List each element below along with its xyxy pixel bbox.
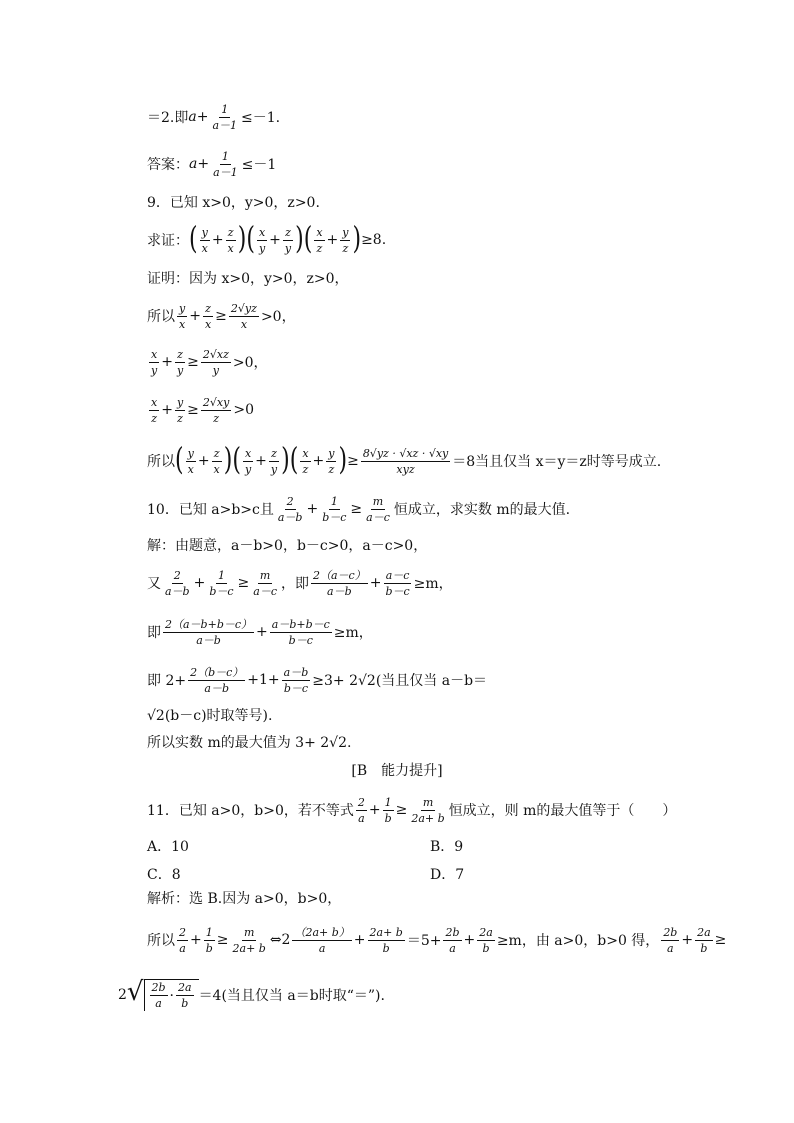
numerator: x: [151, 347, 158, 361]
paren: ): [338, 442, 348, 478]
numerator: y: [342, 225, 349, 239]
denominator: a: [179, 941, 186, 955]
numerator: 8√yz · √xz · √xy: [362, 446, 449, 460]
numerator: z: [213, 446, 220, 460]
denominator: b－c: [385, 584, 410, 598]
numerator: a－b+b－c: [271, 617, 330, 631]
fraction: [269, 448, 279, 475]
denominator: a－1: [213, 165, 238, 179]
denominator: y: [151, 363, 158, 377]
text: ≥3+ 2√2(当且仅当 a－b＝: [312, 673, 488, 689]
fraction: [251, 570, 279, 597]
denominator: b: [382, 941, 390, 955]
fraction: [243, 448, 253, 475]
fraction: [175, 349, 185, 376]
fraction: [207, 570, 235, 597]
option-label: A．10: [147, 839, 189, 855]
text: ≥m，由 a>0，b>0 得，: [496, 933, 660, 949]
text: ＝2.即: [147, 110, 189, 126]
denominator: 2a+ b: [411, 811, 445, 825]
text: 求证：: [147, 233, 189, 249]
text: 所以: [147, 309, 175, 325]
denominator: b: [384, 811, 392, 825]
denominator: a: [358, 811, 365, 825]
denominator: a－b: [327, 584, 352, 598]
option-c: [147, 864, 181, 884]
denominator: x: [179, 317, 186, 331]
numerator: z: [177, 347, 183, 361]
denominator: a－b: [196, 633, 221, 647]
denominator: y: [258, 241, 266, 255]
fraction: [163, 619, 254, 646]
denominator: x: [187, 462, 194, 476]
paren: ): [352, 221, 362, 257]
denominator: x: [227, 241, 234, 255]
fraction: [300, 448, 310, 475]
numerator: x: [302, 446, 309, 460]
text: ≥m，: [333, 625, 373, 641]
numerator: 1: [221, 149, 229, 163]
text: 10．已知 a>b>c且: [147, 502, 274, 518]
denominator: z: [328, 462, 335, 476]
solution-intro: [147, 530, 427, 560]
fraction: [163, 570, 192, 597]
denominator: z: [342, 241, 349, 255]
paren: ): [237, 221, 247, 257]
solution-conclusion: [147, 727, 351, 757]
text: ≤－1: [241, 157, 277, 173]
denominator: b－c: [322, 510, 347, 524]
proof-conclusion: 所以 ( $\frac{y}{x}$ + $\frac{z}{x}$ ) ( $\frac{x}{y}$ + $\frac{z}{y}$ ) ( $\frac{x}{z}$ + $\frac{y}{z}$ ) ≥ $\frac{8√yz \cdot √xz \cdot √xy}{\text{xyz}}$ ＝8当且仅当 x＝y＝z时等号成立.: [147, 442, 662, 478]
numerator: 2（a－b+b－c）: [165, 617, 253, 631]
fraction: [210, 104, 239, 131]
text: ＝5+: [406, 933, 442, 949]
numerator: x: [258, 225, 266, 239]
numerator: 2√xz: [202, 347, 229, 361]
fraction: [383, 797, 394, 824]
text: >0，: [260, 309, 296, 325]
section-heading: [0, 760, 794, 780]
paren: (: [175, 442, 184, 478]
sqrt-expression: [127, 979, 199, 1011]
fraction: [409, 797, 446, 824]
denominator: a－1: [212, 118, 237, 132]
fraction: [356, 797, 367, 824]
numerator: y: [328, 446, 335, 460]
problem-9-claim: 求证： ( $\frac{y}{x}$ + $\frac{z}{x}$ ) ( $\frac{x}{y}$ + $\frac{z}{y}$ ) ( $\frac{x}{z}$ + $\frac{y}{z}$ ) ≥8.: [147, 221, 387, 257]
solution-line-2: 即 $\frac{2(a-b+b-c)}{a-b}$ + $\frac{a-b+b-c}{b-c}$ ≥m，: [147, 617, 373, 647]
line-answer: [147, 149, 276, 179]
numerator: 2b: [151, 981, 166, 994]
numerator: 2（b－c）: [190, 665, 244, 679]
numerator: 1: [217, 568, 225, 582]
radical-sign: √: [126, 977, 144, 1007]
fraction: [326, 448, 336, 475]
denominator: x: [204, 317, 212, 331]
denominator: z: [213, 411, 220, 425]
paren: (: [303, 221, 313, 257]
fraction: [276, 496, 305, 523]
denominator: z: [177, 411, 183, 425]
numerator: 1: [330, 494, 338, 508]
fraction: [149, 349, 159, 376]
problem-10-statement: 10．已知 a>b>c且 $\frac{2}{a-b}$ + $\frac{1}{b-c}$ ≥ $\frac{m}{a-c}$ 恒成立，求实数 m的最大值.: [147, 494, 571, 524]
fraction: [150, 982, 168, 1009]
solution-line-1: 又 $\frac{2}{a-b}$ + $\frac{1}{b-c}$ ≥ $\frac{m}{a-c}$ ，即 $\frac{2(a-c)}{a-b}$ + $\frac{a-c}{b-c}$ ≥m，: [147, 568, 453, 598]
denominator: b: [205, 941, 213, 955]
denominator: b－c: [283, 681, 309, 695]
numerator: y: [201, 225, 208, 239]
option-d: [430, 864, 464, 884]
solution-line-3: [147, 665, 487, 695]
text: 即 2+: [147, 673, 187, 689]
fraction: [229, 303, 259, 330]
fraction: [477, 927, 495, 954]
text: ，即: [281, 576, 309, 592]
numerator: m: [259, 568, 271, 582]
numerator: 2a: [479, 925, 493, 939]
denominator: a: [318, 941, 326, 955]
numerator: x: [244, 446, 252, 460]
fraction: [188, 667, 245, 694]
numerator: 2√yz: [230, 301, 257, 315]
denominator: a: [667, 941, 674, 955]
denominator: z: [302, 462, 309, 476]
fraction: [212, 448, 222, 475]
denominator: z: [151, 411, 157, 425]
text: 证明：因为 x>0，y>0，z>0，: [147, 271, 349, 287]
numerator: 2a+ b: [369, 925, 403, 939]
denominator: b: [700, 941, 708, 955]
paren: (: [246, 221, 255, 257]
paren: ): [223, 442, 233, 478]
proof-line-3: $\frac{x}{z}$ + $\frac{y}{z}$ ≥ $\frac{2√xy}{z}$ >0: [151, 395, 254, 425]
numerator: 2: [179, 925, 186, 939]
numerator: z: [205, 301, 211, 315]
text: 所以: [147, 933, 175, 949]
denominator: a－c: [366, 510, 390, 524]
numerator: 2b: [445, 925, 460, 939]
text: >0: [233, 402, 254, 418]
proof-line-1: 所以 $\frac{y}{x}$ + $\frac{z}{x}$ ≥ $\frac{2√yz}{x}$ >0，: [147, 301, 296, 331]
numerator: z: [271, 446, 277, 460]
numerator: a－c: [385, 568, 410, 582]
paren: ): [295, 221, 304, 257]
text: ＝4(当且仅当 a＝b时取“＝”).: [198, 988, 385, 1004]
denominator: x: [201, 241, 208, 255]
denominator: y: [270, 462, 278, 476]
text: ≤－1.: [241, 110, 281, 126]
radicand: $\frac{2b}{a}$ · $\frac{2a}{b}$: [144, 979, 199, 1011]
text: +1+: [247, 672, 280, 688]
fraction: [149, 397, 159, 424]
text: 所以实数 m的最大值为 3+ 2√2.: [147, 735, 352, 751]
option-label: B．9: [430, 839, 464, 855]
numerator: 2: [173, 568, 181, 582]
denominator: xyz: [396, 462, 415, 476]
fraction: [311, 570, 368, 597]
fraction: [201, 397, 231, 424]
problem-11-statement: 11．已知 a>0，b>0，若不等式 $\frac{2}{a}$ + $\frac{1}{b}$ ≥ $\frac{m}{2a+ b}$ 恒成立，则 m的最大值等于（ ）: [147, 795, 677, 825]
text: ≥: [714, 932, 727, 948]
fraction: [203, 303, 213, 330]
numerator: 2b: [663, 925, 678, 939]
proof-intro: [147, 263, 349, 293]
text: a+: [188, 109, 209, 125]
text: 2: [118, 987, 127, 1003]
numerator: y: [179, 301, 186, 315]
numerator: x: [151, 395, 158, 409]
option-a: [147, 836, 189, 856]
text: ＝8当且仅当 x＝y＝z时等号成立.: [452, 454, 662, 470]
fraction: [270, 619, 332, 646]
denominator: y: [176, 363, 184, 377]
denominator: b－c: [209, 584, 234, 598]
numerator: m: [372, 494, 384, 508]
fraction: [201, 349, 231, 376]
numerator: 2: [357, 795, 365, 809]
fraction: [175, 397, 185, 424]
fraction: [661, 927, 679, 954]
text: >0，: [232, 355, 268, 371]
analysis-intro: [147, 883, 341, 913]
paren: ): [281, 442, 290, 478]
numerator: y: [187, 446, 194, 460]
numerator: 2a: [697, 925, 711, 939]
solution-line-4: [147, 700, 272, 730]
fraction: [292, 927, 351, 954]
fraction: [231, 927, 268, 954]
fraction: [200, 227, 210, 254]
text: 11．已知 a>0，b>0，若不等式: [147, 803, 354, 819]
numerator: y: [176, 395, 184, 409]
text: √2(b－c)时取等号).: [147, 708, 273, 724]
numerator: m: [422, 795, 434, 809]
fraction: [226, 227, 236, 254]
denominator: y: [244, 462, 252, 476]
fraction: [283, 227, 293, 254]
fraction: [204, 927, 215, 954]
fraction: [257, 227, 267, 254]
fraction: [177, 927, 188, 954]
denominator: a－b: [277, 510, 303, 524]
denominator: b: [482, 941, 490, 955]
denominator: a－c: [253, 584, 277, 598]
fraction: [368, 927, 405, 954]
text: 答案：: [147, 157, 189, 173]
denominator: a－b: [204, 681, 229, 695]
denominator: z: [316, 241, 323, 255]
text: 解析：选 B.因为 a>0，b>0，: [147, 891, 342, 907]
text: 恒成立，求实数 m的最大值.: [393, 502, 571, 518]
fraction: [186, 448, 196, 475]
problem-9-statement: [147, 187, 320, 217]
numerator: m: [243, 925, 255, 939]
text: 即: [147, 625, 161, 641]
fraction: [177, 303, 187, 330]
fraction: [443, 927, 461, 954]
proof-line-2: $\frac{x}{y}$ + $\frac{z}{y}$ ≥ $\frac{2√xz}{y}$ >0，: [151, 347, 268, 377]
fraction: [282, 667, 311, 694]
section-label: [B 能力提升]: [351, 763, 443, 779]
paren: (: [289, 442, 299, 478]
text: 9．已知 x>0，y>0，z>0.: [147, 195, 320, 211]
numerator: a－b: [283, 665, 309, 679]
paren: (: [232, 442, 241, 478]
numerator: z: [227, 225, 234, 239]
text: 又: [147, 576, 161, 592]
analysis-line-2: [118, 975, 385, 1015]
denominator: b－c: [288, 633, 313, 647]
fraction: [176, 982, 194, 1009]
text: 恒成立，则 m的最大值等于（ ）: [448, 803, 677, 819]
numerator: z: [285, 225, 291, 239]
fraction: [314, 227, 324, 254]
denominator: a: [155, 997, 162, 1010]
fraction: [340, 227, 350, 254]
fraction: [361, 448, 450, 475]
option-label: D．7: [430, 867, 465, 883]
denominator: 2a+ b: [232, 941, 266, 955]
denominator: x: [240, 317, 248, 331]
numerator: 2: [286, 494, 294, 508]
text: a+: [189, 156, 210, 172]
numerator: 1: [221, 102, 229, 116]
option-label: C．8: [147, 867, 181, 883]
text: ≥8.: [361, 232, 387, 248]
text: 所以: [147, 454, 175, 470]
denominator: a－b: [165, 584, 190, 598]
numerator: （2a+ b）: [294, 925, 350, 939]
denominator: y: [212, 363, 220, 377]
analysis-line-1: 所以 $\frac{2}{a}$ + $\frac{1}{b}$ ≥ $\frac{m}{2a+ b}$ ⇔2 $\frac{(2a+ b)}{a}$ + $\frac{2a+ b}{b}$ ＝5+ $\frac{2b}{a}$ + $\frac{2a}{b}$ ≥m，由 a>0，b>0 得， $\frac{2b}{a}$ + $\frac{2a}{b}$ ≥: [147, 925, 727, 955]
paren: (: [189, 221, 198, 257]
fraction: [320, 496, 348, 523]
denominator: b: [181, 997, 189, 1010]
fraction: [211, 151, 240, 178]
numerator: 2a: [178, 981, 192, 994]
denominator: a: [449, 941, 456, 955]
denominator: y: [284, 241, 292, 255]
numerator: 2（a－c）: [313, 568, 366, 582]
fraction: [383, 570, 411, 597]
numerator: x: [316, 225, 323, 239]
fraction: [695, 927, 713, 954]
text: ≥m，: [413, 576, 453, 592]
numerator: 1: [384, 795, 392, 809]
line-1: [147, 102, 280, 132]
fraction: [364, 496, 392, 523]
numerator: 1: [205, 925, 213, 939]
denominator: x: [213, 462, 220, 476]
numerator: 2√xy: [202, 395, 230, 409]
text: ⇔2: [269, 932, 291, 948]
text: 解：由题意，a－b>0，b－c>0，a－c>0，: [147, 538, 428, 554]
option-b: [430, 836, 463, 856]
